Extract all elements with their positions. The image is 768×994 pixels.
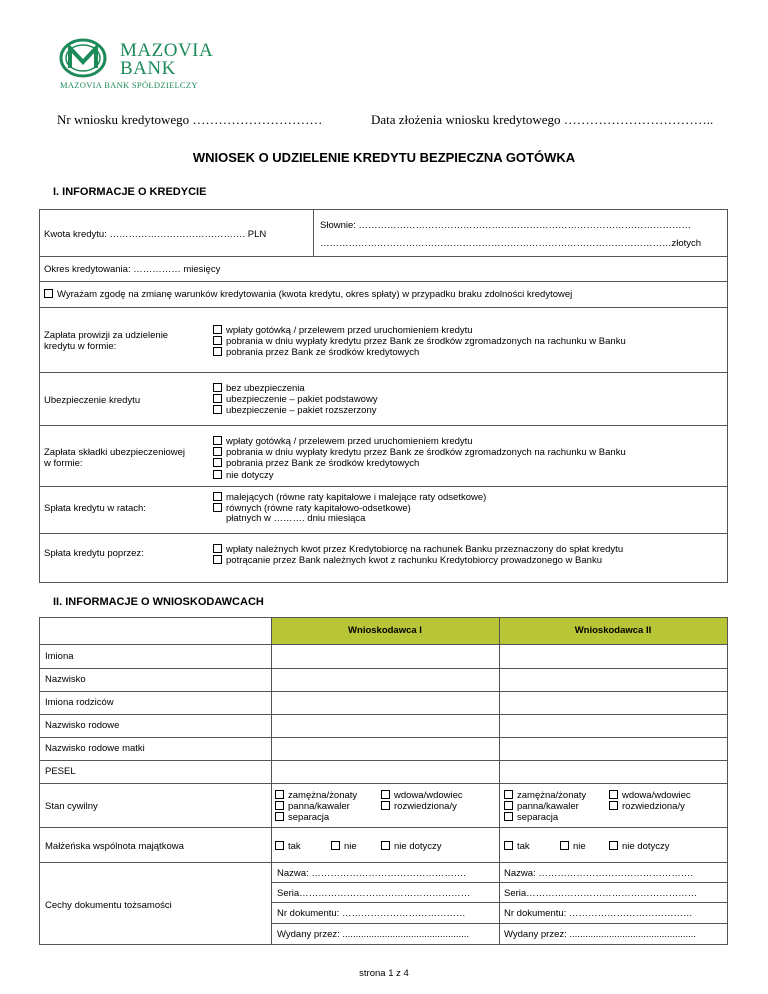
civil-status-option[interactable]: zamężna/żonaty <box>275 790 357 801</box>
consent-checkbox[interactable] <box>44 289 53 298</box>
applicant1-civil-status-left <box>275 790 357 824</box>
commission-option[interactable]: wpłaty gotówką / przelewem przed uruchomieniem kredytu <box>213 325 626 336</box>
applicant1-id-series[interactable]: Seria……………………………………………… <box>277 888 471 899</box>
insurance-option[interactable]: bez ubezpieczenia <box>213 383 378 394</box>
row-label-surname: Nazwisko <box>45 674 86 685</box>
commission-options <box>213 325 626 359</box>
commission-option[interactable]: pobrania przez Bank ze środków kredytowych <box>213 347 626 358</box>
payment-day-field[interactable]: płatnych w ………. dniu miesiąca <box>226 513 366 525</box>
applicant1-id-number[interactable]: Nr dokumentu: ………………………………… <box>277 908 466 919</box>
marital-property-label: Małżeńska wspólnota majątkowa <box>45 841 184 852</box>
installments-option[interactable]: równych (równe raty kapitałowo-odsetkowe) <box>213 503 486 514</box>
property-option-na[interactable]: nie dotyczy <box>381 841 442 852</box>
applicant2-id-name[interactable]: Nazwa: …………………………………………. <box>504 868 693 879</box>
insurance-option[interactable]: ubezpieczenie – pakiet podstawowy <box>213 394 378 405</box>
property-option-no[interactable]: nie <box>560 841 586 852</box>
premium-option[interactable]: pobrania przez Bank ze środków kredytowych <box>213 458 626 469</box>
commission-option[interactable]: pobrania w dniu wypłaty kredytu przez Bank ze środków zgromadzonych na rachunku w Banku <box>213 336 626 347</box>
applicant1-header: Wnioskodawca I <box>348 625 422 636</box>
property-option-na[interactable]: nie dotyczy <box>609 841 670 852</box>
property-option-yes[interactable]: tak <box>275 841 301 852</box>
page-number: strona 1 z 4 <box>359 968 409 979</box>
premium-label-1: Zapłata składki ubezpieczeniowej <box>44 447 185 458</box>
civil-status-option[interactable]: wdowa/wdowiec <box>381 790 463 801</box>
bank-logo <box>58 38 238 88</box>
submission-date-field[interactable]: Data złożenia wniosku kredytowego …………………………….. <box>371 112 714 127</box>
applicant1-id-issuer[interactable]: Wydany przez: ................................................ <box>277 929 470 940</box>
row-label-pesel: PESEL <box>45 766 76 777</box>
logo-name-line2: BANK <box>120 58 176 79</box>
civil-status-option[interactable]: separacja <box>275 812 357 823</box>
civil-status-option[interactable]: rozwiedziona/y <box>609 801 691 812</box>
civil-status-option[interactable]: zamężna/żonaty <box>504 790 586 801</box>
civil-status-option[interactable]: panna/kawaler <box>504 801 586 812</box>
premium-option[interactable]: pobrania w dniu wypłaty kredytu przez Bank ze środków zgromadzonych na rachunku w Banku <box>213 447 626 458</box>
installments-option[interactable]: malejących (równe raty kapitałowe i malejące raty odsetkowe) <box>213 492 486 503</box>
civil-status-option[interactable]: separacja <box>504 812 586 823</box>
section1-title: I. INFORMACJE O KREDYCIE <box>53 186 207 198</box>
application-number-field[interactable]: Nr wniosku kredytowego ………………………… <box>57 112 323 127</box>
installments-label: Spłata kredytu w ratach: <box>44 503 146 514</box>
credit-period-field[interactable]: Okres kredytowania: …………… miesięcy <box>44 264 221 275</box>
applicant2-id-issuer[interactable]: Wydany przez: ................................................ <box>504 929 697 940</box>
civil-status-option[interactable]: rozwiedziona/y <box>381 801 463 812</box>
amount-in-words-line2[interactable]: …………………………………………………………………………………………………złotych <box>320 238 702 249</box>
applicant2-civil-status-right <box>609 790 691 812</box>
insurance-options <box>213 383 378 417</box>
repayment-option[interactable]: potrącanie przez Bank należnych kwot z rachunku Kredytobiorcy prowadzonego w Banku <box>213 555 623 566</box>
consent-option[interactable]: Wyrażam zgodę na zmianę warunków kredytowania (kwota kredytu, okres spłaty) w przypadku braku zdolności kredytowej <box>44 289 572 300</box>
insurance-label: Ubezpieczenie kredytu <box>44 395 141 406</box>
amount-in-words-line1[interactable]: Słownie: …………………………………………………………………………………………… <box>320 220 692 231</box>
bank-logo-icon <box>58 38 108 78</box>
civil-status-label: Stan cywilny <box>45 801 98 812</box>
page-title: WNIOSEK O UDZIELENIE KREDYTU BEZPIECZNA GOTÓWKA <box>192 150 576 165</box>
premium-label-2: w formie: <box>44 458 83 469</box>
logo-subtitle: MAZOVIA BANK SPÓŁDZIELCZY <box>60 80 198 90</box>
logo-name-line1: MAZOVIA <box>120 40 214 61</box>
applicant1-civil-status-right <box>381 790 463 812</box>
insurance-option[interactable]: ubezpieczenie – pakiet rozszerzony <box>213 405 378 416</box>
repayment-label: Spłata kredytu poprzez: <box>44 548 144 559</box>
property-option-no[interactable]: nie <box>331 841 357 852</box>
row-label-maiden-name: Nazwisko rodowe <box>45 720 120 731</box>
premium-options <box>213 436 626 481</box>
applicant2-civil-status-left <box>504 790 586 824</box>
row-label-parents-names: Imiona rodziców <box>45 697 114 708</box>
row-label-mother-maiden-name: Nazwisko rodowe matki <box>45 743 145 754</box>
applicant2-id-series[interactable]: Seria……………………………………………… <box>504 888 698 899</box>
applicant2-id-number[interactable]: Nr dokumentu: ………………………………… <box>504 908 693 919</box>
premium-option[interactable]: nie dotyczy <box>213 470 626 481</box>
civil-status-option[interactable]: wdowa/wdowiec <box>609 790 691 801</box>
installments-options <box>213 492 486 525</box>
row-label-first-names: Imiona <box>45 651 74 662</box>
civil-status-option[interactable]: panna/kawaler <box>275 801 357 812</box>
commission-label-1: Zapłata prowizji za udzielenie <box>44 330 169 341</box>
repayment-options <box>213 544 623 566</box>
applicant2-header: Wnioskodawca II <box>574 625 652 636</box>
credit-amount-field[interactable]: Kwota kredytu: ……………………………………. PLN <box>44 229 267 240</box>
property-option-yes[interactable]: tak <box>504 841 530 852</box>
premium-option[interactable]: wpłaty gotówką / przelewem przed uruchomieniem kredytu <box>213 436 626 447</box>
id-document-label: Cechy dokumentu tożsamości <box>45 900 172 911</box>
applicant1-id-name[interactable]: Nazwa: …………………………………………. <box>277 868 466 879</box>
commission-label-2: kredytu w formie: <box>44 341 117 352</box>
repayment-option[interactable]: wpłaty należnych kwot przez Kredytobiorcę na rachunek Banku przeznaczony do spłat kredytu <box>213 544 623 555</box>
section2-title: II. INFORMACJE O WNIOSKODAWCACH <box>53 596 264 608</box>
